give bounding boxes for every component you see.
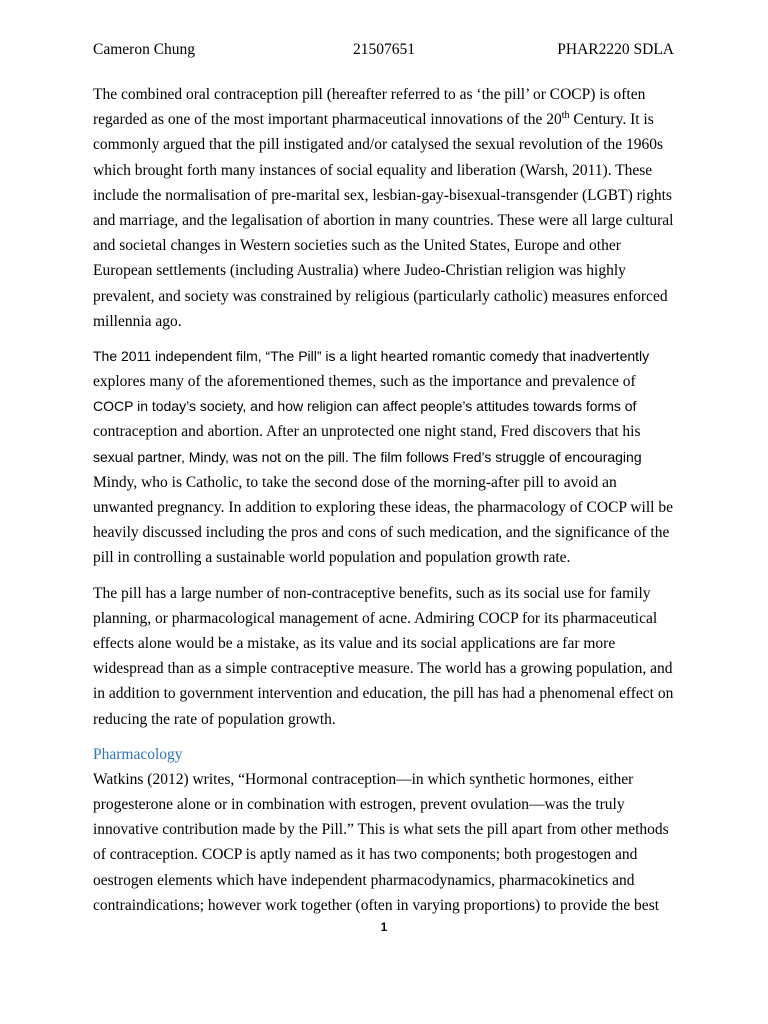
text-line: The combined oral contraception pill (hereafter referred to as ‘the pill’ or COCP) is often xyxy=(93,86,646,103)
text-line: Mindy, who is Catholic, to take the second dose of the morning-after pill to avoid an xyxy=(93,473,617,491)
text-span: Century. It is xyxy=(569,111,654,129)
text-line: and marriage, and the legalisation of abortion in many countries. These were all large cultural xyxy=(93,211,674,229)
superscript: th xyxy=(561,110,570,122)
text-line: COCP in today’s society, and how religion can affect people’s attitudes towards forms of xyxy=(93,398,637,415)
header-student-id: 21507651 xyxy=(353,41,415,58)
header-unit-code: PHAR2220 SDLA xyxy=(557,41,674,58)
text-line: The 2011 independent film, “The Pill” is a light hearted romantic comedy that inadvertently xyxy=(93,347,650,364)
text-line: planning, or pharmacological management of acne. Admiring COCP for its pharmaceutical xyxy=(93,609,658,627)
text-line: which brought forth many instances of social equality and liberation (Warsh, 2011). These xyxy=(93,161,653,179)
document-body xyxy=(93,82,713,928)
text-line: contraindications; however work together (often in varying proportions) to provide the best xyxy=(93,896,660,914)
paragraph xyxy=(93,82,713,334)
text-line: pill in controlling a sustainable world population and population growth rate. xyxy=(93,549,571,567)
text-line: The pill has a large number of non-contraceptive benefits, such as its social use for family xyxy=(93,584,651,602)
text-line: heavily discussed including the pros and cons of such medication, and the significance of the xyxy=(93,524,670,542)
text-line: of contraception. COCP is aptly named as it has two components; both progestogen and xyxy=(93,846,638,864)
text-line xyxy=(93,107,713,132)
text-line: innovative contribution made by the Pill.” This is what sets the pill apart from other methods xyxy=(93,821,669,839)
paragraph xyxy=(93,344,713,571)
text-line: and societal changes in Western societies such as the United States, Europe and other xyxy=(93,237,621,255)
page-number: 1 xyxy=(380,922,388,934)
section-body xyxy=(93,767,713,918)
text-line: widespread than as a simple contraceptive measure. The world has a growing population, and xyxy=(93,660,673,678)
text-line: prevalent, and society was constrained by religious (particularly catholic) measures enforced xyxy=(93,287,668,305)
paragraph xyxy=(93,581,713,732)
text-line: oestrogen elements which have independent pharmacodynamics, pharmacokinetics and xyxy=(93,871,635,889)
text-line: Watkins (2012) writes, “Hormonal contraception—in which synthetic hormones, either xyxy=(93,770,634,788)
text-line: effects alone would be a mistake, as its value and its social applications are far more xyxy=(93,634,616,652)
text-line: include the normalisation of pre-marital sex, lesbian-gay-bisexual-transgender (LGBT) rights xyxy=(93,186,672,204)
text-line: sexual partner, Mindy, was not on the pill. The film follows Fred’s struggle of encouraging xyxy=(93,448,642,465)
text-line: commonly argued that the pill instigated and/or catalysed the sexual revolution of the 1960s xyxy=(93,136,664,154)
text-line: millennia ago. xyxy=(93,312,182,330)
text-line: contraception and abortion. After an unprotected one night stand, Fred discovers that his xyxy=(93,423,641,441)
text-line: in addition to government intervention and education, the pill has had a phenomenal effect on xyxy=(93,685,674,703)
text-line: unwanted pregnancy. In addition to exploring these ideas, the pharmacology of COCP will be xyxy=(93,499,673,516)
header-author: Cameron Chung xyxy=(93,41,196,58)
text-line: progesterone alone or in combination with estrogen, prevent ovulation—was the truly xyxy=(93,796,625,814)
section-heading: Pharmacology xyxy=(93,745,183,763)
paragraph xyxy=(93,767,713,918)
text-line: European settlements (including Australia) where Judeo-Christian religion was highly xyxy=(93,262,626,280)
text-line: explores many of the aforementioned themes, such as the importance and prevalence of xyxy=(93,373,636,391)
text-line: reducing the rate of population growth. xyxy=(93,710,336,728)
text-span: regarded as one of the most important pharmaceutical innovations of the 20 xyxy=(93,111,562,129)
introduction xyxy=(93,82,713,732)
